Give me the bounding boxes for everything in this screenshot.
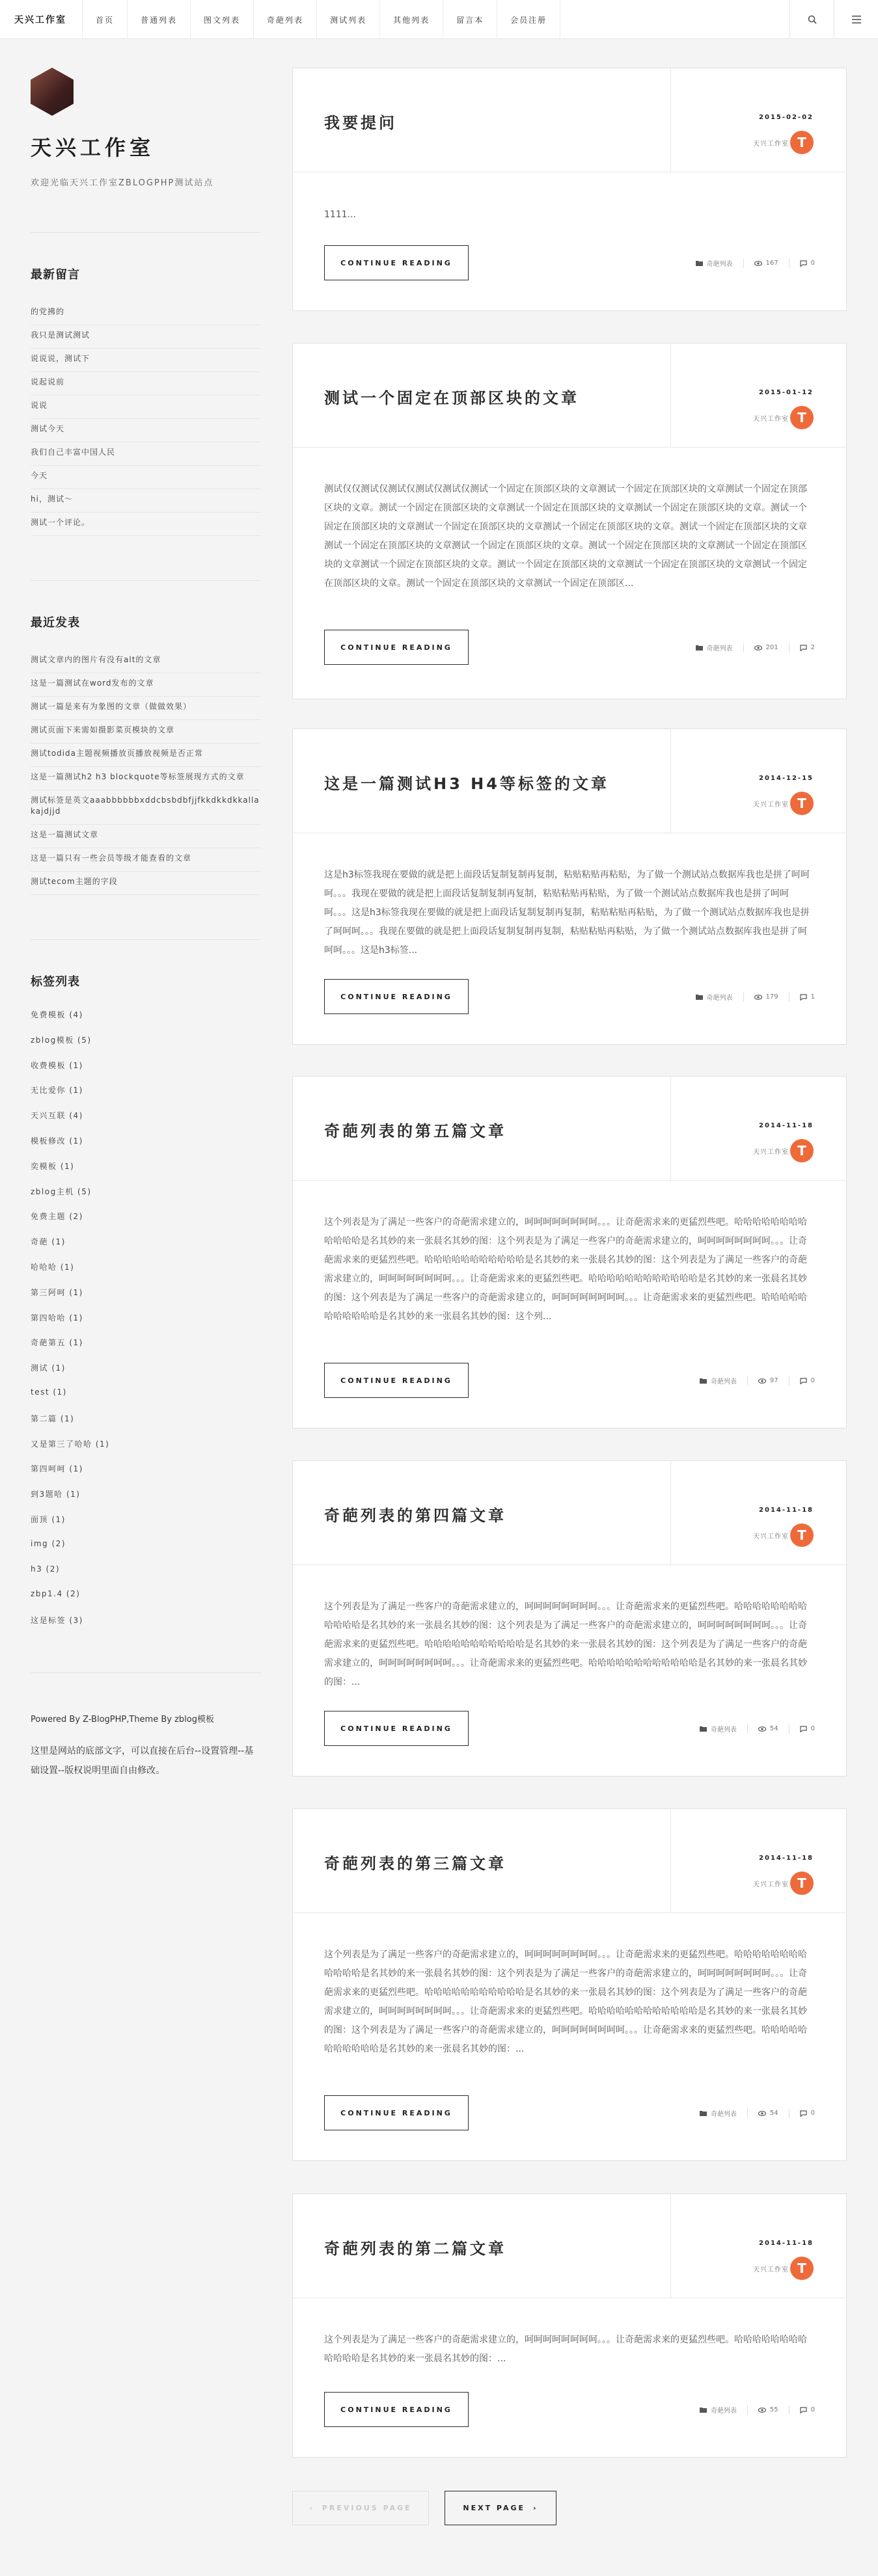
tag-item[interactable]: 哈哈哈 (1)	[31, 1262, 75, 1272]
post-meta	[670, 68, 847, 172]
recent-posts-title: 最近发表	[31, 616, 80, 630]
folder-icon	[700, 1378, 707, 1384]
eye-icon	[758, 2111, 766, 2116]
post-comments[interactable]	[800, 260, 815, 267]
eye-icon	[758, 1726, 766, 1732]
continue-reading-button[interactable]: CONTINUE READING	[324, 2392, 469, 2427]
nav-item-test-list[interactable]: 测试列表	[316, 0, 379, 39]
post-meta	[670, 2194, 847, 2298]
previous-page-label: PREVIOUS PAGE	[322, 2504, 412, 2512]
comments-count: 1	[810, 993, 815, 1000]
post-footer	[700, 1724, 815, 1734]
post-meta	[670, 729, 847, 833]
continue-reading-button[interactable]: CONTINUE READING	[324, 1711, 469, 1746]
post-header	[293, 343, 846, 448]
post-category[interactable]	[700, 1724, 737, 1734]
post-footer	[700, 2108, 815, 2118]
author-avatar[interactable]: T	[790, 406, 814, 429]
folder-icon	[700, 2110, 707, 2116]
divider	[31, 580, 261, 581]
eye-icon	[758, 2408, 766, 2413]
author-avatar[interactable]: T	[790, 792, 814, 815]
comment-item[interactable]: hi，测试～	[31, 489, 261, 513]
tag-item[interactable]: 这是标签 (3)	[31, 1616, 83, 1626]
tag-item[interactable]: 面顶 (1)	[31, 1514, 66, 1524]
post-date: 2015-02-02	[759, 114, 814, 121]
chevron-right-icon: ›	[533, 2504, 538, 2512]
comment-icon	[800, 645, 807, 651]
folder-icon	[696, 645, 703, 651]
continue-reading-button[interactable]: CONTINUE READING	[324, 2095, 469, 2130]
continue-reading-button[interactable]: CONTINUE READING	[324, 245, 469, 280]
post-excerpt: 这个列表是为了满足一些客户的奇葩需求建立的，呵呵呵呵呵呵呵呵。。。让奇葩需求来的更猛烈些吧。哈哈哈哈哈哈哈哈哈哈哈哈是名其妙的来一张晨名其妙的图：这个列表是为了满足一些客户的奇葩需求建立的，呵呵呵呵呵呵呵呵。。。让奇葩需求来的更猛烈些吧。哈哈哈哈哈哈哈哈哈哈哈是名其妙的来一张晨名其妙的图：这个列表是为了满足一些客户的奇葩需求建立的，呵呵呵呵呵呵呵呵。。。让奇葩需求来的更猛烈些吧。哈哈哈哈哈哈哈哈哈哈哈哈是名其妙的来一张晨名其妙的图：这个列表是为了满足一些客户的奇葩需求建立的，呵呵呵呵呵呵呵呵。。。让奇葩需求来的更猛烈些吧。哈哈哈哈哈哈哈哈哈哈哈是名其妙的来一张晨名其妙的图：这个列...	[324, 1217, 807, 1322]
post-meta	[670, 1461, 847, 1565]
recent-post-item[interactable]: 测试文章内的图片有没有alt的文章	[31, 650, 261, 673]
top-navbar	[0, 0, 878, 39]
comment-icon	[800, 2407, 807, 2413]
post-views	[754, 644, 778, 651]
views-count: 54	[769, 1725, 778, 1732]
post-category-label: 奇葩列表	[710, 2408, 737, 2415]
recent-post-item[interactable]: 这是一篇只有一些会员等级才能查看的文章	[31, 848, 261, 872]
post-views	[758, 1377, 778, 1384]
tag-item[interactable]: 第二篇 (1)	[31, 1414, 75, 1423]
divider	[31, 232, 261, 233]
post-excerpt: 这个列表是为了满足一些客户的奇葩需求建立的，呵呵呵呵呵呵呵呵。。。让奇葩需求来的更猛烈些吧。哈哈哈哈哈哈哈哈哈哈哈哈是名其妙的来一张晨名其妙的图：这个列表是为了满足一些客户的奇葩需求建立的，呵呵呵呵呵呵呵呵。。。让奇葩需求来的更猛烈些吧。哈哈哈哈哈哈哈哈哈哈哈是名其妙的来一张晨名其妙的图：这个列表是为了满足一些客户的奇葩需求建立的，呵呵呵呵呵呵呵呵。。。让奇葩需求来的更猛烈些吧。哈哈哈哈哈哈哈哈哈哈哈哈是名其妙的来一张晨名其妙的图：这个列表是为了满足一些客户的奇葩需求建立的，呵呵呵呵呵呵呵呵。。。让奇葩需求来的更猛烈些吧。哈哈哈哈哈哈哈哈哈哈哈是名其妙的来一张晨名其妙的图：...	[324, 1950, 807, 2054]
tag-item[interactable]: h3 (2)	[31, 1564, 61, 1574]
post-title[interactable]: 这是一篇测试H3 H4等标签的文章	[324, 775, 609, 793]
post-title[interactable]: 我要提问	[324, 114, 397, 132]
post-category-label: 奇葩列表	[710, 1726, 737, 1734]
post-title[interactable]: 奇葩列表的第三篇文章	[324, 1855, 506, 1873]
tag-list	[31, 1009, 261, 1640]
tag-item[interactable]: 收费模板 (1)	[31, 1060, 83, 1070]
post-card	[292, 68, 847, 311]
post-card	[292, 1460, 847, 1777]
post-header	[293, 1461, 846, 1565]
eye-icon	[758, 1378, 766, 1384]
recent-posts-list	[31, 650, 261, 895]
post-excerpt: 1111...	[324, 209, 356, 220]
divider	[747, 2406, 748, 2415]
views-count: 201	[765, 644, 778, 651]
divider	[747, 1724, 748, 1734]
comment-item[interactable]: 我们自己丰富中国人民	[31, 442, 261, 466]
views-count: 55	[769, 2406, 778, 2413]
post-comments[interactable]	[800, 2110, 815, 2117]
post-excerpt: 这个列表是为了满足一些客户的奇葩需求建立的，呵呵呵呵呵呵呵呵。。。让奇葩需求来的更猛烈些吧。哈哈哈哈哈哈哈哈哈哈哈哈是名其妙的来一张晨名其妙的图：这个列表是为了满足一些客户的奇葩需求建立的，呵呵呵呵呵呵呵呵。。。让奇葩需求来的更猛烈些吧。哈哈哈哈哈哈哈哈哈哈哈是名其妙的来一张晨名其妙的图：这个列表是为了满足一些客户的奇葩需求建立的，呵呵呵呵呵呵呵呵。。。让奇葩需求来的更猛烈些吧。哈哈哈哈哈哈哈哈哈哈哈哈是名其妙的来一张晨名其妙的图：...	[324, 1602, 807, 1687]
author-avatar[interactable]: T	[790, 1139, 814, 1162]
post-meta	[670, 1809, 847, 1913]
menu-button[interactable]	[834, 0, 878, 39]
eye-icon	[754, 261, 762, 266]
post-footer	[696, 992, 815, 1002]
folder-icon	[696, 994, 703, 1000]
post-title[interactable]: 奇葩列表的第五篇文章	[324, 1122, 506, 1140]
tag-item[interactable]: 第四哈哈 (1)	[31, 1313, 83, 1322]
recent-post-item[interactable]: 测试页面下来需如摄影菜页模块的文章	[31, 720, 261, 744]
post-excerpt: 测试仅仅测试仅测试仅测试仅测试仅测试一个固定在顶部区块的文章测试一个固定在顶部区块的文章测试一个固定在顶部区块的文章。测试一个固定在顶部区块的文章测试一个固定在顶部区块的文章测试一个固定在顶部区块的文章。测试一个固定在顶部区块的文章测试一个固定在顶部区块的文章测试一个固定在顶部区块的文章。测试一个固定在顶部区块的文章测试一个固定在顶部区块的文章测试一个固定在顶部区块的文章。测试一个固定在顶部区块的文章测试一个固定在顶部区块的文章测试一个固定在顶部区块的文章。测试一个固定在顶部区块的文章测试一个固定在顶部区块的文章测试一个固定在顶部区块的文章。测试一个固定在顶部区块的文章测试一个固定在顶部区...	[324, 484, 807, 589]
author-avatar[interactable]: T	[790, 2257, 814, 2280]
tag-item[interactable]: test (1)	[31, 1387, 67, 1397]
author-avatar[interactable]: T	[790, 131, 814, 154]
comment-item[interactable]: 测试今天	[31, 419, 261, 442]
nav-item-home[interactable]: 首页	[82, 0, 127, 39]
post-author[interactable]: 天兴工作室	[753, 416, 789, 423]
comment-item[interactable]: 说起说前	[31, 372, 261, 396]
search-button[interactable]	[789, 0, 834, 39]
post-card	[292, 729, 847, 1045]
comment-item[interactable]: 我只是测试测试	[31, 325, 261, 349]
recent-post-item[interactable]: 测试todida主题视频播放页播放视频是否正常	[31, 744, 261, 767]
post-views	[754, 993, 778, 1000]
post-comments[interactable]	[800, 1725, 815, 1732]
tag-item[interactable]: 第三阿呵 (1)	[31, 1287, 83, 1297]
tag-item[interactable]: 到3题哈 (1)	[31, 1490, 81, 1499]
tag-item[interactable]: 测试 (1)	[31, 1363, 66, 1373]
tag-item[interactable]: 奇葩第五 (1)	[31, 1338, 83, 1348]
post-card	[292, 2194, 847, 2458]
post-date: 2014-11-18	[759, 1122, 814, 1129]
post-views	[758, 1725, 778, 1732]
folder-icon	[700, 2407, 707, 2413]
recent-post-item[interactable]: 测试标签是英文aaabbbbbbxddcbsbdbfjjfkkdkkdkkallakajdjjd	[31, 790, 261, 825]
tag-item[interactable]: 模板修改 (1)	[31, 1136, 83, 1146]
comments-count: 2	[810, 644, 815, 651]
comment-item[interactable]: 说说	[31, 396, 261, 419]
post-category-label: 奇葩列表	[710, 1378, 737, 1386]
comment-icon	[800, 1378, 807, 1384]
next-page-label: NEXT PAGE	[463, 2504, 526, 2512]
post-footer	[696, 258, 815, 268]
comment-icon	[800, 260, 807, 267]
post-category[interactable]	[700, 1376, 737, 1386]
views-count: 54	[769, 2110, 778, 2117]
post-category[interactable]	[700, 2405, 737, 2415]
menu-icon	[852, 16, 861, 23]
continue-reading-button[interactable]: CONTINUE READING	[324, 979, 469, 1014]
comment-item[interactable]: 的党拂的	[31, 302, 261, 325]
post-category-label: 奇葩列表	[706, 995, 733, 1002]
post-card	[292, 343, 847, 699]
post-excerpt: 这是h3标签我现在要做的就是把上面段话复制复制再复制，粘贴粘贴再粘贴，为了做一个测试站点数据库我也是拼了呵呵呵。。。我现在要做的就是把上面段话复制复制再复制，粘贴粘贴再粘贴，为了做一个测试站点数据库我也是拼了呵呵呵。。。这是h3标签我现在要做的就是把上面段话复制复制再复制，粘贴粘贴再粘贴，为了做一个测试站点数据库我也是拼了呵呵呵。。。我现在要做的就是把上面段话复制复制再复制，粘贴粘贴再粘贴，为了做一个测试站点数据库我也是拼了呵呵呵。。。这是h3标签...	[324, 870, 810, 956]
post-date: 2015-01-12	[759, 389, 814, 396]
divider	[743, 643, 744, 652]
comment-icon	[800, 1726, 807, 1732]
post-header	[293, 729, 846, 833]
post-date: 2014-11-18	[759, 2240, 814, 2247]
divider	[743, 993, 744, 1002]
post-author[interactable]: 天兴工作室	[753, 1149, 789, 1156]
footer-note: 这里是网站的底部文字，可以直接在后台--设置管理--基础设置--版权说明里面自由修改。	[31, 1745, 254, 1776]
post-author[interactable]: 天兴工作室	[753, 141, 789, 148]
post-date: 2014-11-18	[759, 1507, 814, 1514]
post-excerpt: 这个列表是为了满足一些客户的奇葩需求建立的，呵呵呵呵呵呵呵呵。。。让奇葩需求来的更猛烈些吧。哈哈哈哈哈哈哈哈哈哈哈哈是名其妙的来一张晨名其妙的图：...	[324, 2335, 807, 2364]
tag-item[interactable]: zblog主机 (5)	[31, 1187, 92, 1196]
recent-post-item[interactable]: 这是一篇测试文章	[31, 825, 261, 848]
nav-item-odd-list[interactable]: 奇葩列表	[253, 0, 316, 39]
powered-by[interactable]: Powered By Z-BlogPHP,Theme By zblog模板	[31, 1714, 214, 1724]
post-category-label: 奇葩列表	[706, 645, 733, 652]
comment-item[interactable]: 说说说，测试下	[31, 349, 261, 372]
divider	[31, 939, 261, 940]
views-count: 97	[769, 1377, 778, 1384]
comments-count: 0	[810, 1377, 815, 1384]
brand-link[interactable]: 天兴工作室	[14, 15, 66, 25]
nav-item-image-list[interactable]: 图文列表	[190, 0, 253, 39]
post-header	[293, 1077, 846, 1181]
site-title[interactable]: 天兴工作室	[31, 135, 155, 160]
post-views	[754, 260, 778, 267]
tag-list-title: 标签列表	[31, 975, 80, 989]
tag-item[interactable]: 第四呵呵 (1)	[31, 1464, 83, 1474]
comments-count: 0	[810, 1725, 815, 1732]
post-title[interactable]: 奇葩列表的第四篇文章	[324, 1507, 506, 1525]
comment-item[interactable]: 今天	[31, 466, 261, 489]
divider	[747, 2109, 748, 2118]
post-header	[293, 2194, 846, 2298]
tag-item[interactable]: 免费模板 (4)	[31, 1010, 83, 1019]
sidebar	[31, 68, 261, 1780]
comments-count: 0	[810, 2110, 815, 2117]
nav-item-register[interactable]: 会员注册	[497, 0, 560, 39]
post-category[interactable]	[700, 2108, 737, 2118]
next-page-button[interactable]	[445, 2491, 556, 2525]
chevron-left-icon: ‹	[309, 2504, 314, 2512]
post-footer	[696, 643, 815, 652]
site-logo[interactable]	[31, 68, 74, 116]
post-category-label: 奇葩列表	[710, 2111, 737, 2118]
post-author[interactable]: 天兴工作室	[753, 2266, 789, 2274]
post-title[interactable]: 测试一个固定在顶部区块的文章	[324, 389, 579, 407]
folder-icon	[696, 260, 703, 266]
post-comments[interactable]	[800, 2406, 815, 2413]
post-title[interactable]: 奇葩列表的第二篇文章	[324, 2240, 506, 2258]
divider	[31, 1672, 261, 1673]
continue-reading-button[interactable]: CONTINUE READING	[324, 1363, 469, 1398]
post-views	[758, 2406, 778, 2413]
post-card	[292, 1808, 847, 2161]
post-header	[293, 1809, 846, 1913]
views-count: 167	[765, 260, 778, 267]
search-icon	[808, 15, 817, 24]
main-menu	[82, 0, 560, 39]
post-comments[interactable]	[800, 644, 815, 651]
post-header	[293, 68, 846, 172]
author-avatar[interactable]: T	[790, 1872, 814, 1895]
post-comments[interactable]	[800, 1377, 815, 1384]
post-author[interactable]: 天兴工作室	[753, 1533, 789, 1540]
tag-item[interactable]: 奇葩 (1)	[31, 1237, 66, 1247]
comments-count: 0	[810, 2406, 815, 2413]
comment-icon	[800, 2110, 807, 2117]
divider	[747, 1376, 748, 1386]
continue-reading-button[interactable]: CONTINUE READING	[324, 630, 469, 665]
eye-icon	[754, 995, 762, 1000]
post-comments[interactable]	[800, 993, 815, 1000]
previous-page-button[interactable]	[292, 2491, 429, 2525]
tag-item[interactable]: zblog模板 (5)	[31, 1035, 92, 1045]
post-author[interactable]: 天兴工作室	[753, 801, 789, 809]
comments-count: 0	[810, 260, 815, 267]
nav-item-normal-list[interactable]: 普通列表	[127, 0, 190, 39]
nav-item-other-list[interactable]: 其他列表	[379, 0, 443, 39]
recent-post-item[interactable]: 这是一篇测试h2 h3 blockquote等标签展现方式的文章	[31, 767, 261, 790]
tag-item[interactable]: zbp1.4 (2)	[31, 1589, 81, 1599]
author-avatar[interactable]: T	[790, 1523, 814, 1547]
tag-item[interactable]: 又是第三了哈哈 (1)	[31, 1439, 110, 1449]
views-count: 179	[765, 993, 778, 1000]
comment-item[interactable]: 测试一个评论。	[31, 513, 261, 536]
post-footer	[700, 1376, 815, 1386]
latest-comments-title: 最新留言	[31, 268, 80, 282]
post-date: 2014-11-18	[759, 1855, 814, 1862]
post-category[interactable]	[696, 258, 733, 268]
tag-item[interactable]: 免费主题 (2)	[31, 1212, 83, 1222]
post-category[interactable]	[696, 643, 733, 652]
folder-icon	[700, 1726, 707, 1732]
site-description: 欢迎光临天兴工作室ZBLOGPHP测试站点	[31, 178, 214, 188]
nav-item-guestbook[interactable]: 留言本	[443, 0, 497, 39]
post-date: 2014-12-15	[759, 775, 814, 782]
post-meta	[670, 1077, 847, 1181]
tag-item[interactable]: img (2)	[31, 1538, 66, 1548]
tag-item[interactable]: 天兴互联 (4)	[31, 1111, 83, 1121]
post-author[interactable]: 天兴工作室	[753, 1881, 789, 1888]
tag-item[interactable]: 奕模板 (1)	[31, 1161, 75, 1171]
divider	[743, 259, 744, 268]
recent-post-item[interactable]: 测试tecom主题的字段	[31, 872, 261, 895]
post-views	[758, 2110, 778, 2117]
eye-icon	[754, 645, 762, 651]
post-category[interactable]	[696, 992, 733, 1002]
post-meta	[670, 343, 847, 448]
comment-icon	[800, 994, 807, 1000]
post-category-label: 奇葩列表	[706, 261, 733, 268]
recent-post-item[interactable]: 测试一篇是来有为象图的文章（做做效果）	[31, 697, 261, 720]
recent-post-item[interactable]: 这是一篇测试在word发布的文章	[31, 673, 261, 697]
post-footer	[700, 2405, 815, 2415]
post-card	[292, 1076, 847, 1429]
latest-comments-list	[31, 302, 261, 536]
tag-item[interactable]: 无比爱你 (1)	[31, 1086, 83, 1095]
